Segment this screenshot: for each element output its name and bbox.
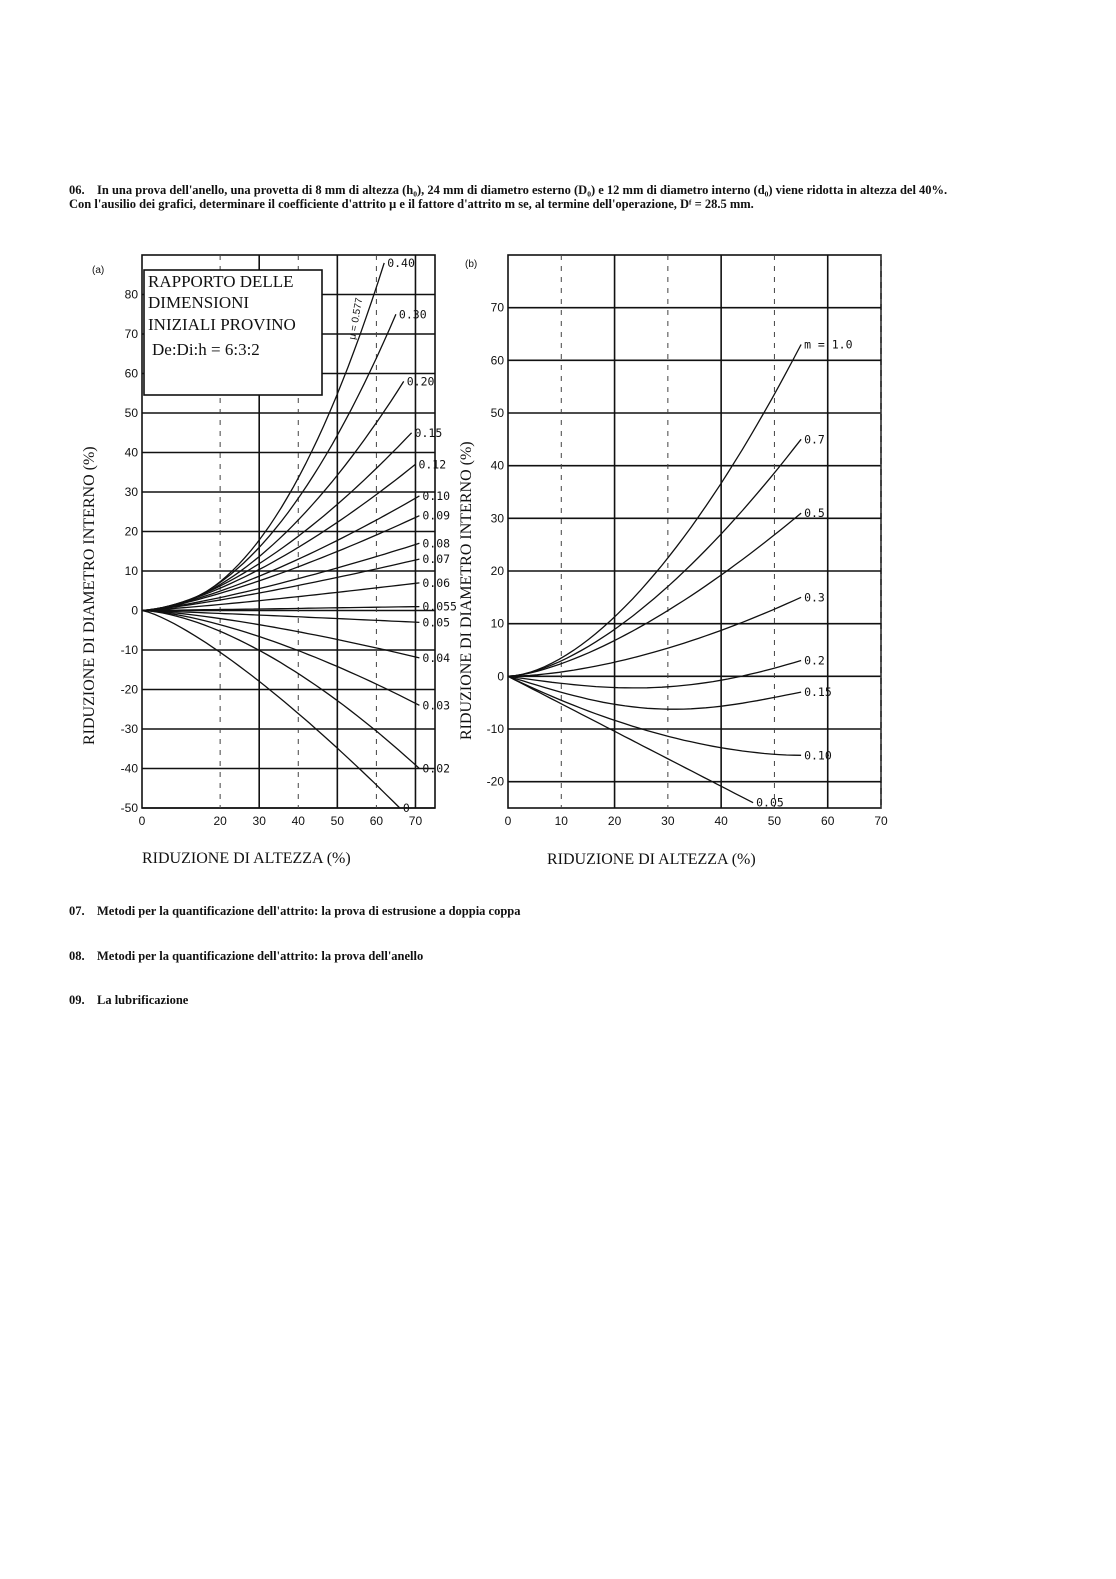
a-ytick: 70 (124, 327, 138, 341)
b-curve-label: 0.15 (804, 685, 832, 700)
b-ytick: 0 (497, 669, 504, 684)
a-curve-label: 0 (402, 801, 410, 815)
b-ytick: 60 (490, 353, 504, 368)
a-curve-label: 0.30 (398, 307, 427, 322)
a-curve-label: 0.055 (422, 599, 457, 614)
chart-a-box-line2: DIMENSIONI (148, 293, 250, 312)
a-ytick: 80 (124, 287, 138, 302)
a-ytick: 40 (124, 445, 138, 460)
chart-a-mu-label: μ = 0.577 (347, 297, 366, 341)
question-07-text: Metodi per la quantificazione dell'attrito: la prova di estrusione a doppia coppa (97, 904, 521, 918)
a-curve-label: 0.07 (422, 552, 451, 567)
b-ytick: 30 (490, 511, 504, 526)
a-xtick: 60 (369, 814, 384, 828)
b-ytick: 40 (490, 458, 504, 473)
a-ytick: 60 (124, 366, 138, 381)
b-curve-0.15 (508, 676, 801, 709)
b-xtick: 10 (554, 814, 568, 828)
chart-a-box-line1: RAPPORTO DELLE (148, 272, 294, 291)
b-xtick: 60 (821, 814, 835, 828)
b-ytick: 50 (490, 406, 504, 420)
b-curve-label: 0.5 (804, 506, 825, 521)
chart-a-panel-label: (a) (92, 265, 105, 276)
a-ytick: -30 (120, 722, 138, 736)
chart-a (80, 255, 457, 870)
a-ytick: -20 (120, 682, 138, 697)
a-ytick: 10 (124, 564, 138, 578)
question-06-line1 (69, 183, 1044, 197)
b-ytick: -20 (486, 774, 504, 789)
a-ytick: 0 (131, 603, 138, 618)
a-curve-label: 0.04 (422, 650, 451, 665)
question-09 (69, 993, 188, 1007)
a-curve-label: 0.15 (414, 425, 443, 440)
a-curve-label: 0.02 (422, 761, 451, 776)
question-09-text: La lubrificazione (97, 993, 189, 1007)
a-curve-label: 0.05 (422, 615, 451, 630)
question-07-number: 07. (69, 904, 85, 918)
question-08 (69, 949, 423, 963)
a-xtick: 70 (408, 814, 423, 828)
chart-b-panel-label: (b) (465, 259, 478, 270)
a-curve-label: 0.06 (422, 575, 451, 590)
b-xtick: 30 (661, 814, 675, 828)
chart-a-box-line3: INIZIALI PROVINO (148, 315, 296, 334)
b-xtick: 20 (607, 814, 622, 828)
a-xtick: 0 (138, 814, 146, 828)
b-curve-label: 0.3 (804, 590, 825, 605)
chart-b-curves (508, 338, 853, 810)
a-curve-0.09 (142, 516, 419, 611)
b-ytick: 70 (490, 300, 504, 315)
chart-b (455, 250, 895, 870)
a-curve-0.03 (142, 611, 419, 706)
a-curve-label: 0.09 (422, 508, 451, 523)
a-ytick: 30 (124, 485, 138, 499)
b-curve-0.10 (508, 676, 801, 755)
chart-b-ylabel: RIDUZIONE DI DIAMETRO INTERNO (%) (458, 441, 475, 740)
a-ytick: -40 (120, 761, 138, 776)
b-curve-label: 0.2 (804, 653, 825, 668)
b-curve-0.05 (508, 676, 753, 802)
b-curve-0.7 (508, 439, 801, 676)
a-curve-label: 0.12 (418, 457, 447, 472)
chart-a-ylabel: RIDUZIONE DI DIAMETRO INTERNO (%) (81, 446, 98, 745)
question-09-number: 09. (69, 993, 85, 1007)
question-06-number: 06. (69, 183, 85, 197)
a-ytick: -50 (120, 801, 138, 815)
question-06 (69, 183, 1044, 211)
a-ytick: 50 (124, 406, 138, 420)
b-ytick: 20 (490, 564, 504, 578)
b-ytick: 10 (490, 616, 504, 631)
a-curve-label: 0.40 (387, 255, 415, 270)
a-curve-0.08 (142, 543, 419, 610)
b-xtick: 70 (874, 814, 888, 828)
a-xtick: 50 (330, 814, 345, 828)
chart-a-box-line4: De:Di:h = 6:3:2 (152, 340, 260, 359)
a-ytick: -10 (120, 643, 138, 657)
question-08-text: Metodi per la quantificazione dell'attrito: la prova dell'anello (97, 949, 424, 963)
a-curve-0.06 (142, 583, 419, 611)
b-ytick: -10 (486, 722, 504, 736)
b-curve-label: 0.10 (804, 748, 832, 763)
question-06-line2: Con l'ausilio dei grafici, determinare il coefficiente d'attrito μ e il fattore d'attrito m se, al termine dell'operazione, Dᶠ = 28.5 mm. (69, 197, 754, 211)
b-xtick: 0 (504, 814, 512, 828)
a-ytick: 20 (124, 524, 138, 539)
a-xtick: 20 (213, 814, 227, 828)
a-xtick: 30 (252, 814, 266, 828)
a-curve-label: 0.20 (406, 374, 435, 389)
a-curve-0.10 (142, 496, 419, 611)
b-curve-label: m = 1.0 (804, 337, 853, 352)
question-08-number: 08. (69, 949, 85, 963)
b-xtick: 40 (714, 814, 728, 828)
b-xtick: 50 (767, 814, 782, 828)
a-curve-label: 0.03 (422, 698, 451, 713)
a-xtick: 40 (291, 814, 305, 828)
chart-a-xlabel: RIDUZIONE DI ALTEZZA (%) (142, 850, 351, 867)
b-curve-m1.0 (508, 345, 801, 677)
chart-b-xlabel: RIDUZIONE DI ALTEZZA (%) (547, 851, 756, 868)
b-curve-label: 0.7 (804, 432, 825, 447)
question-07 (69, 904, 521, 918)
a-curve-label: 0.10 (422, 488, 451, 503)
question-06-text: In una prova dell'anello, una provetta di 8 mm di altezza (h₀), 24 mm di diametro esterno (D₀) e 12 mm di diametro interno (d₀) viene ridotta in altezza del 40%. (97, 183, 948, 197)
a-curve-label: 0.08 (422, 536, 451, 551)
b-curve-label: 0.05 (756, 795, 784, 810)
